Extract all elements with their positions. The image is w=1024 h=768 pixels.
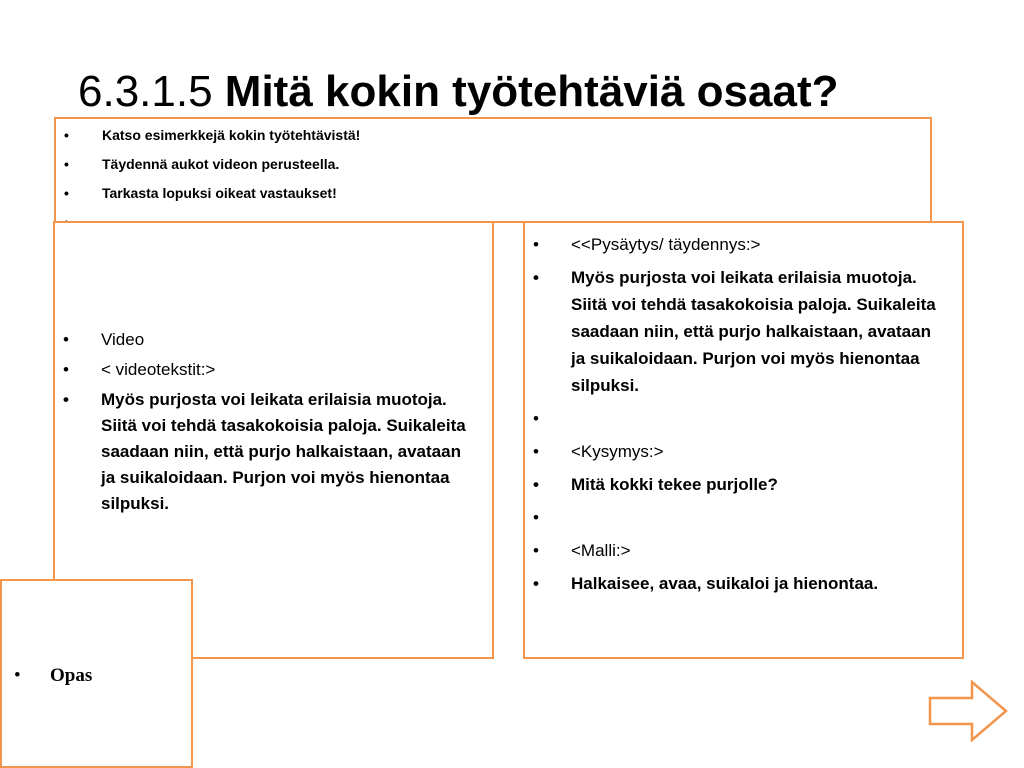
- qa-item-empty: [525, 405, 948, 432]
- title-number: 6.3.1.5: [78, 67, 213, 116]
- qa-item-model-label: • <Malli:>: [525, 537, 948, 564]
- qa-item-model-answer: • Halkaisee, avaa, suikaloi ja hienontaa.: [525, 570, 948, 597]
- question-answer-box: [523, 221, 964, 659]
- instruction-item: • Tarkasta lopuksi oikeat vastaukset!: [56, 179, 930, 208]
- instruction-item: • Täydennä aukot videon perusteella.: [56, 150, 930, 179]
- video-list: [55, 223, 492, 517]
- qa-item-pause-label: • <<Pysäytys/ täydennys:>: [525, 231, 948, 258]
- guide-list: [2, 581, 191, 687]
- qa-item-question-label: • <Kysymys:>: [525, 438, 948, 465]
- slide-title: [78, 62, 839, 122]
- guide-label[interactable]: • Opas: [2, 665, 191, 687]
- instruction-item: • Katso esimerkkejä kokin työtehtävistä!: [56, 121, 930, 150]
- qa-item-empty: [525, 504, 948, 531]
- video-item-transcript: • Myös purjosta voi leikata erilaisia muotoja. Siitä voi tehdä tasakokoisia paloja. Suikaleita saadaan niin, että purjo halkaistaan, avataan ja suikaloidaan. Purjon voi myös hienontaa silpuksi.: [55, 387, 472, 517]
- guide-box[interactable]: [0, 579, 193, 768]
- video-item-label: • Video: [55, 327, 472, 353]
- instructions-box: [54, 117, 932, 223]
- video-item-subtitles-label: • < videotekstit:>: [55, 357, 472, 383]
- title-text: Mitä kokin työtehtäviä osaat?: [224, 67, 839, 116]
- qa-item-fill-text: • Myös purjosta voi leikata erilaisia muotoja. Siitä voi tehdä tasakokoisia paloja. Suikaleita saadaan niin, että purjo halkaistaan, avataan ja suikaloidaan. Purjon voi myös hienontaa silpuksi.: [525, 264, 948, 399]
- next-arrow-shape[interactable]: [930, 682, 1006, 740]
- qa-item-question: • Mitä kokki tekee purjolle?: [525, 471, 948, 498]
- arrow-right-icon[interactable]: [928, 680, 1008, 742]
- qa-list: [525, 223, 962, 597]
- instructions-list: [56, 119, 930, 237]
